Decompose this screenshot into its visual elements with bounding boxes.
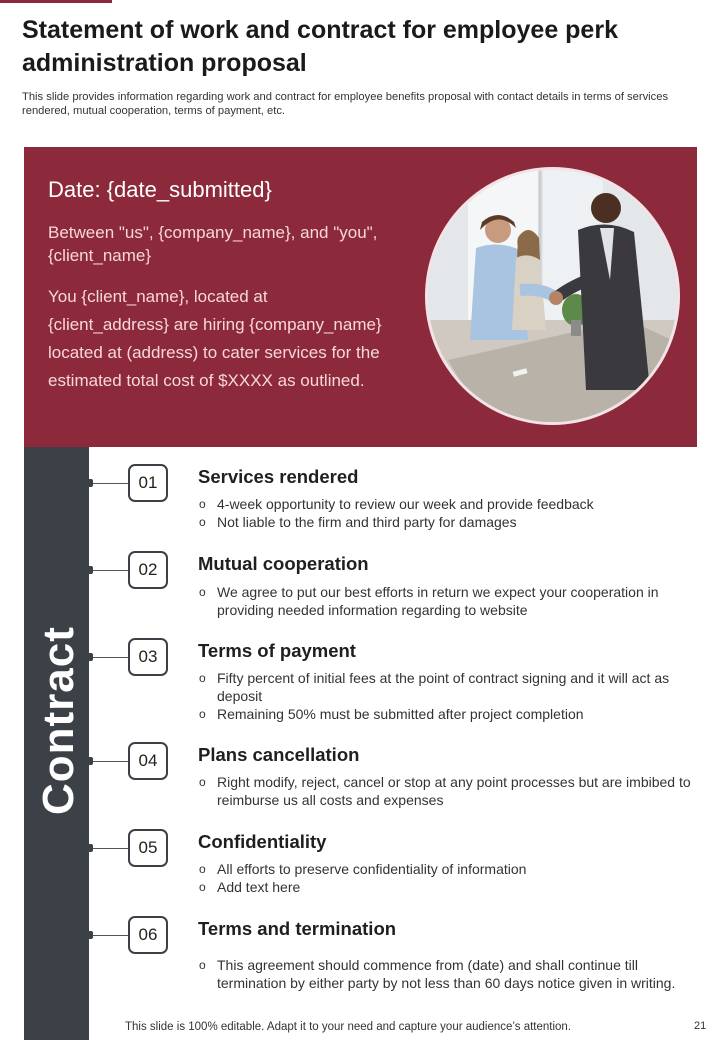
sidebar-label: Contract [34,626,83,815]
hero-body-text: You {client_name}, located at {client_address} are hiring {company_name} located at (address) to cater services for the estimated total cost of $XXXX as outlined. [48,287,382,390]
bullet-text: o 4-week opportunity to review our week and provide feedback [199,495,699,513]
bullet-text: o Not liable to the firm and third party for damages [199,513,699,531]
item-bullets [199,495,699,531]
item-bullets [199,956,699,992]
bullet-text: o Add text here [199,878,699,896]
hero-date: Date: {date_submitted} [48,177,272,202]
footer-note: This slide is 100% editable. Adapt it to your need and capture your audience’s attention. [125,1021,572,1033]
item-number: 03 [128,638,168,676]
connector-dot [85,757,93,765]
connector-dot [85,479,93,487]
page-title: Statement of work and contract for employee perk administration proposal [22,16,618,77]
item-title: Terms of payment [198,640,356,661]
page-subtitle: This slide provides information regarding work and contract for employee benefits proposal with contact details in terms of services rendered, mutual cooperation, terms of payment, etc. [22,91,669,117]
connector-dot [85,931,93,939]
handshake-illustration [428,170,680,425]
bullet-text: o We agree to put our best efforts in return we expect your cooperation in providing needed information regarding to website [199,583,699,619]
item-bullets [199,860,699,896]
item-number: 01 [128,464,168,502]
item-title: Services rendered [198,466,359,487]
item-number: 05 [128,829,168,867]
connector-dot [85,653,93,661]
bullet-text: o All efforts to preserve confidentiality of information [199,860,699,878]
item-number: 06 [128,916,168,954]
item-title: Terms and termination [198,918,397,939]
item-number: 04 [128,742,168,780]
item-bullets [199,669,699,723]
item-title: Confidentiality [198,831,327,852]
item-title: Mutual cooperation [198,553,369,574]
item-bullets [199,583,699,619]
bullet-text: o Remaining 50% must be submitted after project completion [199,705,699,723]
hero-panel [24,147,697,447]
connector-dot [85,566,93,574]
bullet-text: o Right modify, reject, cancel or stop at any point processes but are imbibed to reimburse us all costs and expenses [199,773,699,809]
page-number: 21 [694,1020,707,1032]
item-bullets [199,773,699,809]
hero-between-text: Between "us", {company_name}, and "you", {client_name} [48,223,378,265]
bullet-text: o Fifty percent of initial fees at the point of contract signing and it will act as deposit [199,669,699,705]
item-number: 02 [128,551,168,589]
top-accent-line [0,0,112,3]
connector-dot [85,844,93,852]
item-title: Plans cancellation [198,744,360,765]
bullet-text: o This agreement should commence from (date) and shall continue till termination by either party by not less than 60 days notice given in writing. [199,956,699,992]
handshake-photo [425,167,680,425]
